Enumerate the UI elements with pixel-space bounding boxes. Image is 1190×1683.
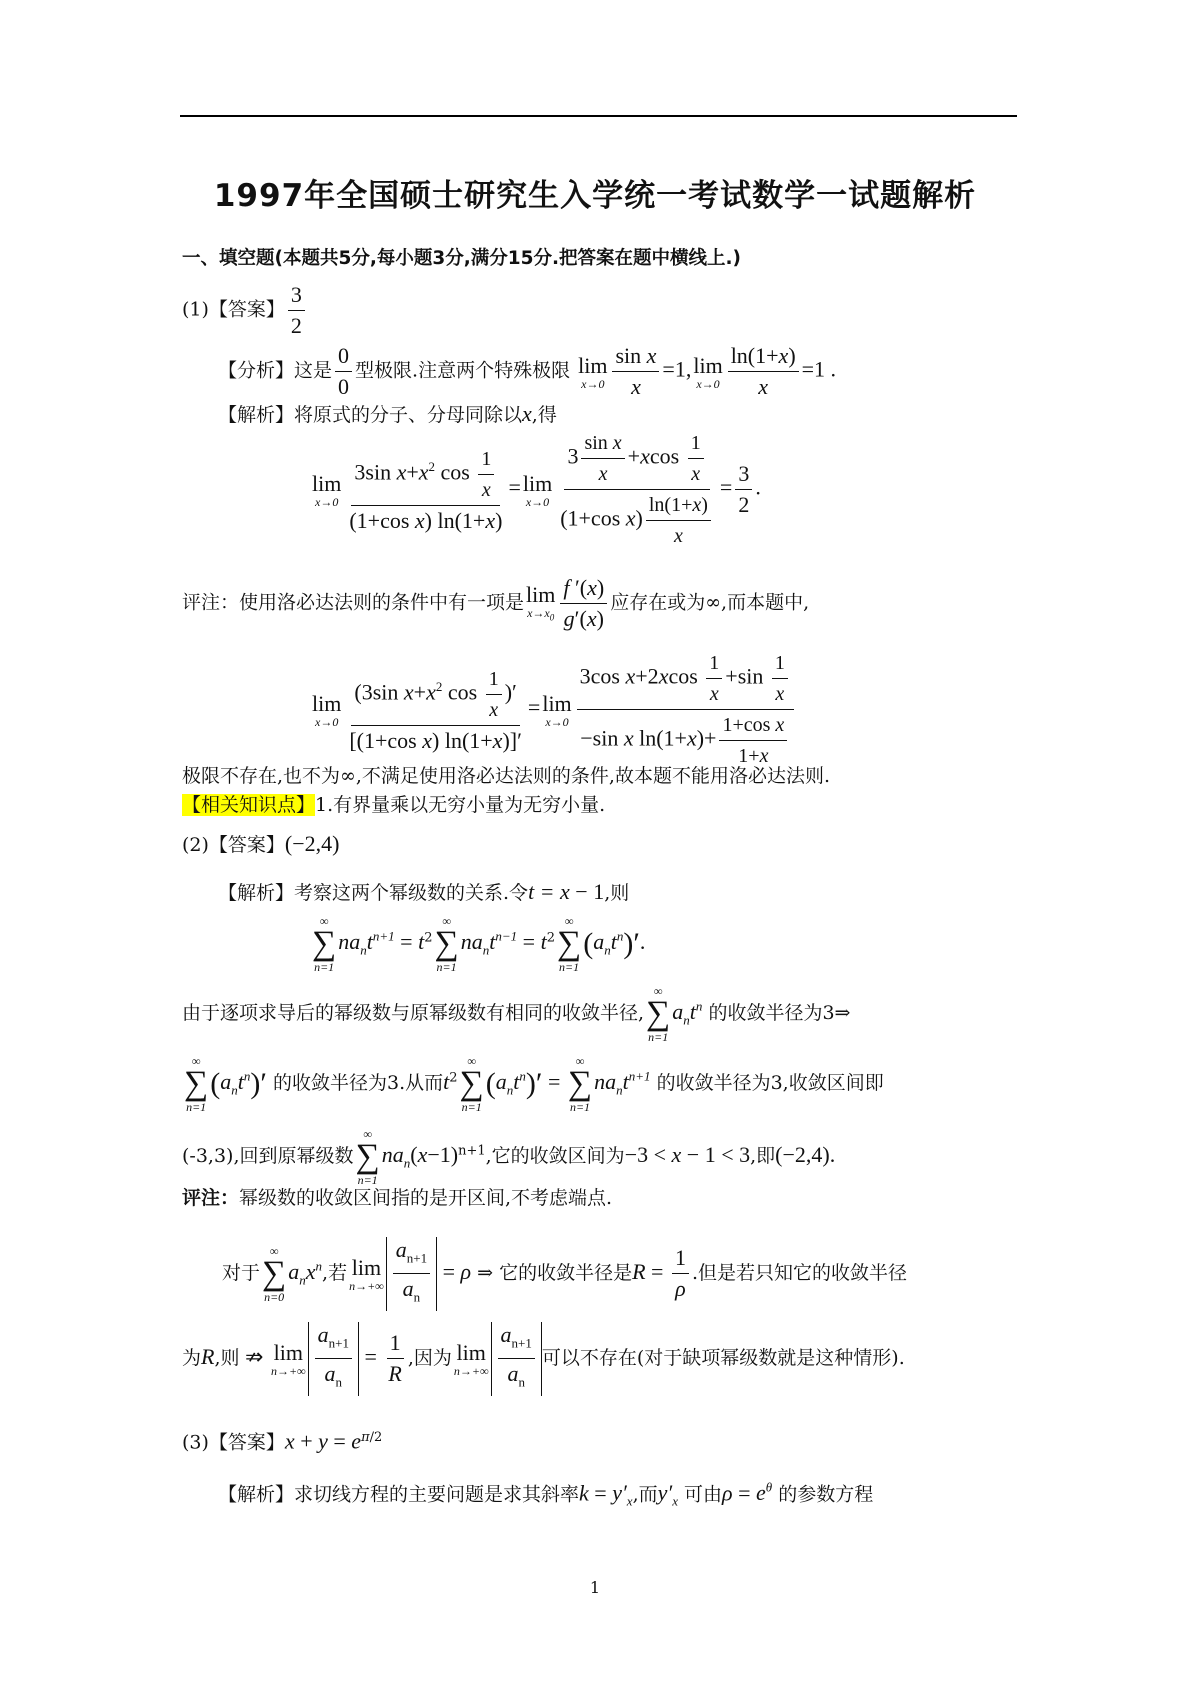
q1-analysis: 【分析】这是 $\frac{0}{0}$ 型极限.注意两个特殊极限 lim x→0 $\frac{\text{sin x}}{x}$ =1, lim x→0 $\frac{\ln(1+x)}{x}$ =1 . xyxy=(218,343,837,399)
q1-answer xyxy=(182,282,308,339)
q1-formula: lim x→0 3sin $x+x^2$ cos $\frac{1}{x}$ (1+cos x) ln(1+x) = lim x→0 3 $\frac{\text{sin x}}{x}$ +xcos $\frac{1}{x}$ (1+cos x) $\frac{\ln(1+x)}{x}$ = $\frac{3}{2}$ . xyxy=(312,432,761,547)
q2-answer: (2)【答案】(−2,4) xyxy=(182,831,340,856)
q1-label: (1)【答案】 xyxy=(182,298,285,321)
q1-conclusion: 极限不存在,也不为∞,不满足使用洛必达法则的条件,故本题不能用洛必达法则. xyxy=(182,765,830,787)
q1-note: 评注：使用洛必达法则的条件中有一项是 lim $x\to x_0$ $\frac{f '(x)}{g'(x)}$ 应存在或为∞,而本题中, xyxy=(182,575,810,631)
q1-answer-frac: $\frac{3}{2}$ xyxy=(288,282,305,339)
q2-paragraph-3: (-3,3),回到原幂级数 ∞ ∑ n=1 $na_n(x-1)^{n+1}$,它的收敛区间为−3 < x − 1 < 3,即(−2,4). xyxy=(182,1127,836,1187)
q2-paragraph-2: ∞ ∑ n=1 $(a_nt^n)'$ 的收敛半径为3.从而$t^2$ ∞ ∑ n=1 $(a_nt^n)'$ = ∞ ∑ n=1 $na_nt^{n+1}$ 的收敛半径为3,收敛区间即 xyxy=(184,1054,884,1114)
page-title: 1997年全国硕士研究生入学统一考试数学一试题解析 xyxy=(213,178,977,214)
q2-solution: 【解析】考察这两个幂级数的关系.令t = x − 1,则 xyxy=(218,879,630,904)
section-heading: 一、填空题(本题共5分,每小题3分,满分15分.把答案在题中横线上.) xyxy=(182,248,742,269)
q3-solution: 【解析】求切线方程的主要问题是求其斜率$k = y'_x$,而$y'_x$ 可由$\rho = e^\theta$ 的参数方程 xyxy=(218,1480,874,1509)
top-rule xyxy=(180,115,1017,117)
q2-paragraph-1: 由于逐项求导后的幂级数与原幂级数有相同的收敛半径, ∞ ∑ n=1 $a_nt^n$ 的收敛半径为3⇒ xyxy=(182,984,851,1044)
q1-solution: 【解析】将原式的分子、分母同除以x,得 xyxy=(218,401,557,426)
q1-formula-2: lim x→0 (3sin $x+x^2$ cos $\frac{1}{x}$ )′ [(1+cos x) ln(1+x)]′ = lim x→0 3cos x+2xcos $\frac{1}{x}$ +sin $\frac{1}{x}$ −sin x ln(1+x)+ $\frac{\text{1+cos x}}{1+x}$ xyxy=(310,650,797,769)
q2-note: 评注：幂级数的收敛区间指的是开区间,不考虑端点. xyxy=(182,1187,613,1209)
q1-knowledge: 【相关知识点】1.有界量乘以无穷小量为无穷小量. xyxy=(182,794,606,816)
q2-formula: ∞ ∑ n=1 $na_nt^{n+1} = t^2$ ∞ ∑ n=1 $na_nt^{n-1} = t^2$ ∞ ∑ n=1 $(a_nt^n)'$. xyxy=(312,914,646,974)
q2-paragraph-4: 对于 ∞ ∑ n=0 $a_nx^n$,若 lim n→+∞ $\frac{a_{n+1}}{a_n}$ = ρ ⇒ 它的收敛半径是R = $\frac{1}{\rho}$ .但是若只知它的收敛半径 xyxy=(222,1237,907,1311)
q2-paragraph-5: 为R,则 ⇏ lim n→+∞ $\frac{a_{n+1}}{a_n}$ = $\frac{1}{R}$ ,因为 lim n→+∞ $\frac{a_{n+1}}{a_n}$ 可以不存在(对于缺项幂级数就是这种情形). xyxy=(182,1322,905,1396)
q3-answer: (3)【答案】$x + y = e^{\pi/2}$ xyxy=(182,1428,383,1454)
page-number: 1 xyxy=(589,1578,601,1597)
